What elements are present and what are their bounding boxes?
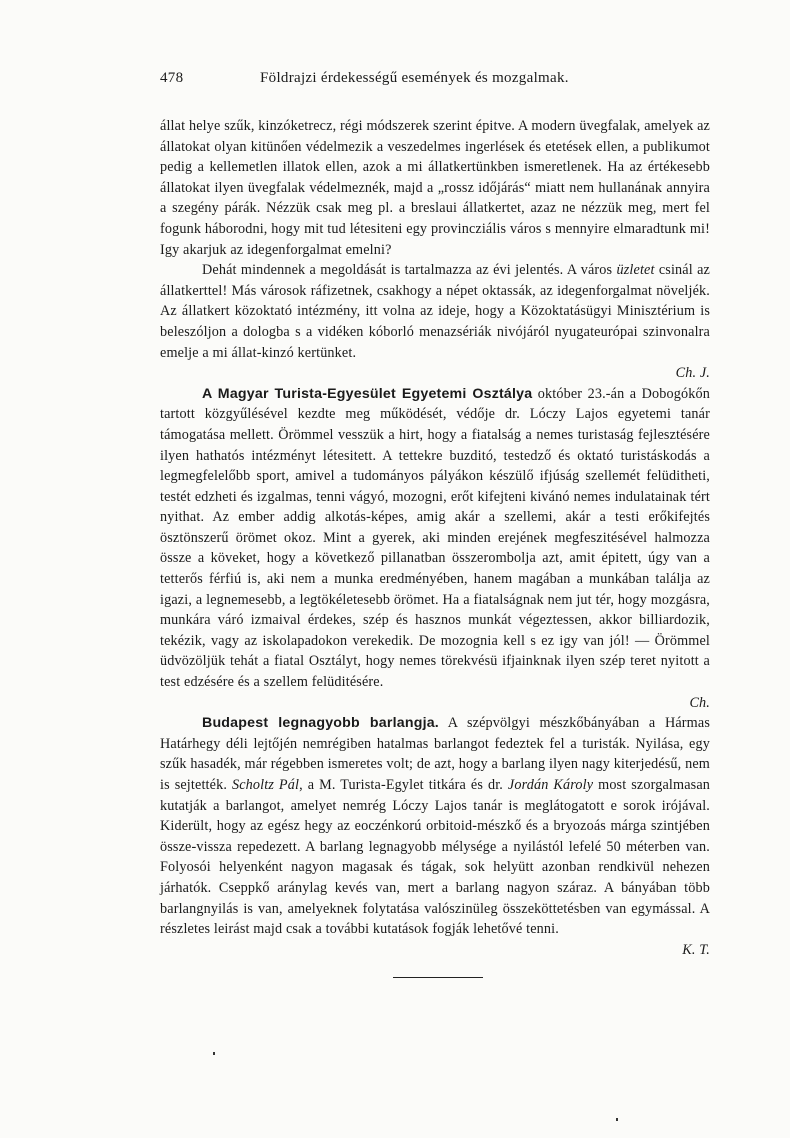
article3-heading: Budapest legnagyobb barlangja. (202, 715, 439, 732)
article1-emphasis: üzletet (616, 262, 655, 279)
article3-signature: K. T. (682, 941, 710, 958)
running-title: Földrajzi érdekességű események és mozgalmak. (260, 70, 569, 86)
article3-text-b: , a M. Turista-Egylet titkára és dr. (299, 777, 508, 793)
article2-signature: Ch. (689, 694, 710, 711)
article3-text-a: A szépvölgyi mészkőbányában a Hármas Határhegy déli lejtőjén nemrégiben hatalmas barlangot fedeztek fel a turisták. Nyilása, egy szűk hasadék, már régebben ismeretes volt; de azt, hogy a barlang ilyen nagy kiterjedésű, nem is sejtették. (160, 715, 710, 793)
article3-text-c: most szorgalmasan kutatják a barlangot, amelyet nemrég Lóczy Lajos tanár is meglátogatott e sorok irójával. Kiderült, hogy az egész hegy az eoczénkorú orbitoid-mészkő és a bryozoás márga szintjében össze-vissza repedezett. A barlang legnagyobb mélysége a nyilástól lefelé 50 méterben van. Folyosói helyenként nagyon magasak és tágak, sok helyütt azonban rendkivül nehezen járhatók. Cseppkő aránylag kevés van, mert a barlang nagyon száraz. A bányában több barlangnyilás is van, amelyeknek folytatása valószinüleg összeköttetésben van egymással. A részletes leirást majd csak a további kutatások fogják lehetővé tenni. (160, 777, 711, 938)
article2-heading: A Magyar Turista-Egyesület Egyetemi Osztálya (202, 385, 533, 402)
article1-text-b: csinál az állatkerttel! Más városok ráfizetnek, csakhogy a népet oktassák, az idegenforgalmat növeljék. Az állatkert közoktató intézmény, itt volna az ideje, hogy a Közoktatásügyi Minisztérium is beleszóljon a dologba s a vidéken kóborló menazsériák nivójáról nyugateurópai szinvonalra emelje a mi állat-kinzó kertünket. (160, 262, 710, 361)
page (160, 70, 710, 960)
article2-text: október 23.-án a Dobogókőn tartott közgyűlésével kezdte meg működését, védője dr. Lóczy Lajos egyetemi tanár támogatása mellett. Örömmel vesszük a hirt, hogy a fiatalság a nemes turistaság fejlesztésére ilyen hathatós intézményt létesitett. A tettekre buzditó, testedző és oktató turistáskodás a legmegfelelőbb sport, amivel a tudományos pályákon készülő ifjúság szellemét felüditheti, testét edzheti és izgalmas, tenni vágyó, mozogni, erőt kifejteni kivánó nemes indulatainak tért nyithat. Az ember addig alkotás-képes, amig akár a szellemi, akár a testi erőkifejtés ösztönszerű örömet okoz. Mint a gyerek, aki minden erejének megfeszitésével halmozza össze a köveket, hogy a következő pillanatban összerombolja azt, amit épitett, úgy van a tetterős férfiú is, aki nem a munka eredményében, hanem magában a munkában találja az igazi, a legnemesebb, a legtökéletesebb örömet. Ha a fiatalságnak nem jut tér, hogy mozgásra, munkára váró izmaival érdekes, szép és hasznos munkát végeztessen, akkor billiardozik, tekézik, vagy az iskolapadokon verekedik. De mozognia kell s ez igy van jól! — Örömmel üdvözöljük tehát a fiatal Osztályt, hogy nemes törekvésü ifjainknak ilyen szép teret nyitott a test edzésére és a szellem felüditésére. (160, 385, 710, 691)
article1-signature: Ch. J. (675, 365, 710, 382)
article1-paragraph2 (160, 260, 710, 363)
article1-text-a: Dehát mindennek a megoldását is tartalmazza az évi jelentés. A város (202, 262, 617, 279)
article2-paragraph (160, 384, 710, 693)
body-text (160, 116, 710, 960)
section-divider (393, 977, 483, 978)
article3-name-scholtz: Scholtz Pál (231, 777, 300, 793)
print-speck (213, 1052, 215, 1055)
article1-paragraph1: állat helye szűk, kinzóketrecz, régi módszerek szerint épitve. A modern üvegfalak, amelyek az állatokat olyan kitünően védelmezik a veszedelmes ingerlések és etetések ellen, a publikumot pedig a kellemetlen illatok ellen, azok a mi állatkertünkben ismeretlenek. Ha az értékesebb állatokat ilyen üvegfalak védelmeznék, majd a „rossz időjárás“ miatt nem hullanának annyira a szegény párák. Nézzük csak meg pl. a breslaui állatkertet, azaz ne nézzük meg, mert fel fogunk háborodni, hogy mit tud létesiteni egy provincziális város s mennyire elmaradtunk mi! Igy akarjuk az idegenforgalmat emelni? (160, 118, 710, 258)
page-header (160, 70, 710, 92)
article3-paragraph (160, 713, 710, 940)
print-speck (616, 1118, 618, 1121)
page-number: 478 (160, 70, 184, 86)
article3-name-jordan: Jordán Károly (507, 777, 594, 793)
